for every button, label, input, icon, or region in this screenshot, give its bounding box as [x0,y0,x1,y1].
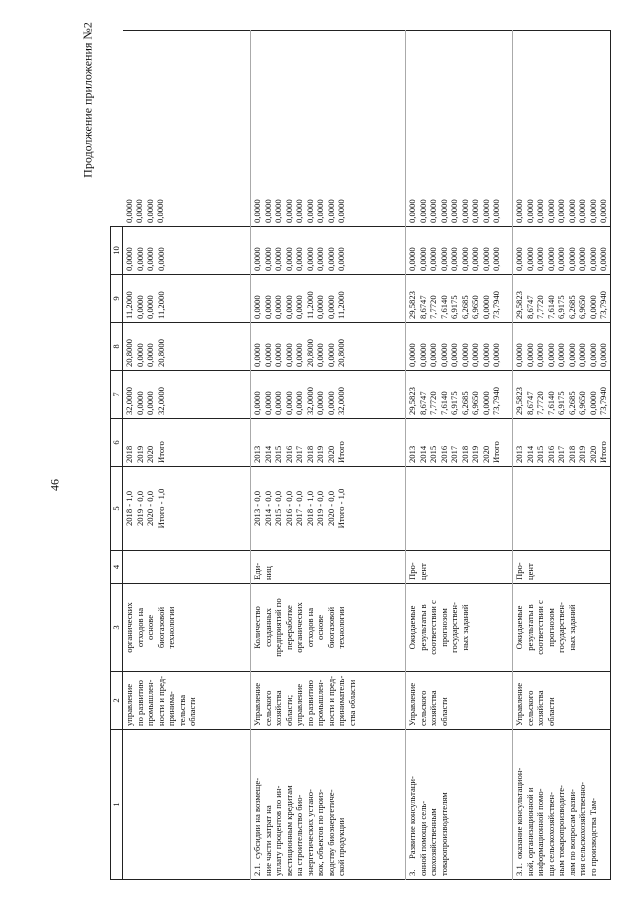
row-number: 2.1. [252,863,262,876]
table-row [406,31,513,880]
page-number: 46 [47,479,62,491]
indicator-cell: Количество созданных предприятий по переработке органических отходов на основе биогазовой технологии [251,584,406,672]
unit-cell: Еди- ниц [251,551,406,584]
value-cell-7: 0,0000 0,0000 0,0000 0,0000 0,0000 20,8000 0,0000 0,0000 20,8000 [251,323,406,371]
header-cell: 9 [111,275,123,323]
header-cell: 8 [111,323,123,371]
name-cell [406,730,513,880]
name-cell [513,730,611,880]
value-cell-10: 0,0000 0,0000 0,0000 0,0000 0,0000 0,0000 0,0000 0,0000 0,0000 [513,31,611,227]
plan-cell: 2018 - 1,0 2019 - 0,0 2020 - 0,0 Итого - 1,0 [123,467,251,551]
responsible-cell: Управление сельского хозяйства области; управление по развитию промышлен- ности и пред- приниматель- ства области [251,672,406,730]
value-cell-10: 0,0000 0,0000 0,0000 0,0000 0,0000 0,0000 0,0000 0,0000 0,0000 [251,31,406,227]
value-cell-6: 32,0000 0,0000 0,0000 32,0000 [123,371,251,419]
indicator-cell: Ожидаемые результаты в соответствии с прогнозом государствен- ных заданий [513,584,611,672]
header-cell: 4 [111,551,123,584]
rotated-table-container [110,30,608,880]
value-cell-9: 0,0000 0,0000 0,0000 0,0000 0,0000 0,0000 0,0000 0,0000 0,0000 [251,227,406,275]
header-cell: 7 [111,371,123,419]
indicator-cell: Ожидаемые результаты в соответствии с прогнозом государствен- ных заданий [406,584,513,672]
indicator-cell: органических отходов на основе биогазовой технологии [123,584,251,672]
value-cell-7: 0,0000 0,0000 0,0000 0,0000 0,0000 0,0000 0,0000 0,0000 0,0000 [406,323,513,371]
year-cell: 2018 2019 2020 Итого [123,419,251,467]
responsible-cell: Управление сельского хозяйства области [513,672,611,730]
plan-cell: 2013 - 0,0 2014 - 0,0 2015 - 0,0 2016 - 0,0 2017 - 0,0 2018 - 1,0 2019 - 0,0 2020 - 0,0 Итого - 1,0 [251,467,406,551]
year-cell: 2013 2014 2015 2016 2017 2018 2019 2020 Итого [513,419,611,467]
header-cell: 10 [111,227,123,275]
header-row [111,31,123,880]
header-cell: 6 [111,419,123,467]
header-cell: 3 [111,584,123,672]
name-cell [123,730,251,880]
program-table [110,30,611,880]
year-cell: 2013 2014 2015 2016 2017 2018 2019 2020 Итого [406,419,513,467]
header-cell: 5 [111,467,123,551]
value-cell-10: 0,0000 0,0000 0,0000 0,0000 [123,31,251,227]
plan-cell [406,467,513,551]
row-name: оказание консультацион- ной, организационной и информационной помо- щи сельскохозяйствен- ным товаропроизводите- лям по вопросам разви- тия сельскохозяйственно- го производства Там- [514,767,598,876]
value-cell-7: 20,8000 0,0000 0,0000 20,8000 [123,323,251,371]
value-cell-8: 0,0000 0,0000 0,0000 0,0000 0,0000 11,2000 0,0000 0,0000 11,2000 [251,275,406,323]
value-cell-9: 0,0000 0,0000 0,0000 0,0000 0,0000 0,0000 0,0000 0,0000 0,0000 [513,227,611,275]
value-cell-7: 0,0000 0,0000 0,0000 0,0000 0,0000 0,0000 0,0000 0,0000 0,0000 [513,323,611,371]
header-cell: 2 [111,672,123,730]
year-cell: 2013 2014 2015 2016 2017 2018 2019 2020 Итого [251,419,406,467]
row-number: 3.1. [514,863,524,876]
row-name: субсидии на возмеще- ние части затрат на уплату процентов по ин- вестиционным кредитам на строительство био- энергетических устано- вок, объектов по произ- водству биоэнергетиче- ской продукции [252,777,346,876]
value-cell-6: 0,0000 0,0000 0,0000 0,0000 0,0000 32,0000 0,0000 0,0000 32,0000 [251,371,406,419]
value-cell-8: 11,2000 0,0000 0,0000 11,2000 [123,275,251,323]
value-cell-8: 29,5823 8,6747 7,7720 7,6140 6,9175 6,2685 6,9650 0,0000 73,7940 [406,275,513,323]
unit-cell [123,551,251,584]
value-cell-9: 0,0000 0,0000 0,0000 0,0000 [123,227,251,275]
responsible-cell: Управление сельского хозяйства области [406,672,513,730]
appendix-title: Продолжение приложения №2 [80,22,95,178]
unit-cell: Про- цент [406,551,513,584]
table-row [251,31,406,880]
row-number: 3. [407,869,417,876]
value-cell-6: 29,5823 8,6747 7,7720 7,6140 6,9175 6,2685 6,9650 0,0000 73,7940 [406,371,513,419]
value-cell-10: 0,0000 0,0000 0,0000 0,0000 0,0000 0,0000 0,0000 0,0000 0,0000 [406,31,513,227]
unit-cell: Про- цент [513,551,611,584]
value-cell-9: 0,0000 0,0000 0,0000 0,0000 0,0000 0,0000 0,0000 0,0000 0,0000 [406,227,513,275]
plan-cell [513,467,611,551]
name-cell [251,730,406,880]
value-cell-6: 29,5823 8,6747 7,7720 7,6140 6,9175 6,2685 6,9650 0,0000 73,7940 [513,371,611,419]
value-cell-8: 29,5823 8,6747 7,7720 7,6140 6,9175 6,2685 6,9650 0,0000 73,7940 [513,275,611,323]
header-cell: 1 [111,730,123,880]
responsible-cell: управление по развитию промышлен- ности и пред- принима- тельства области [123,672,251,730]
row-name: Развитие консультаци- онной помощи сель- скохозяйственным товаропроизводителям [407,776,449,876]
table-row [123,31,251,880]
table-row [513,31,611,880]
